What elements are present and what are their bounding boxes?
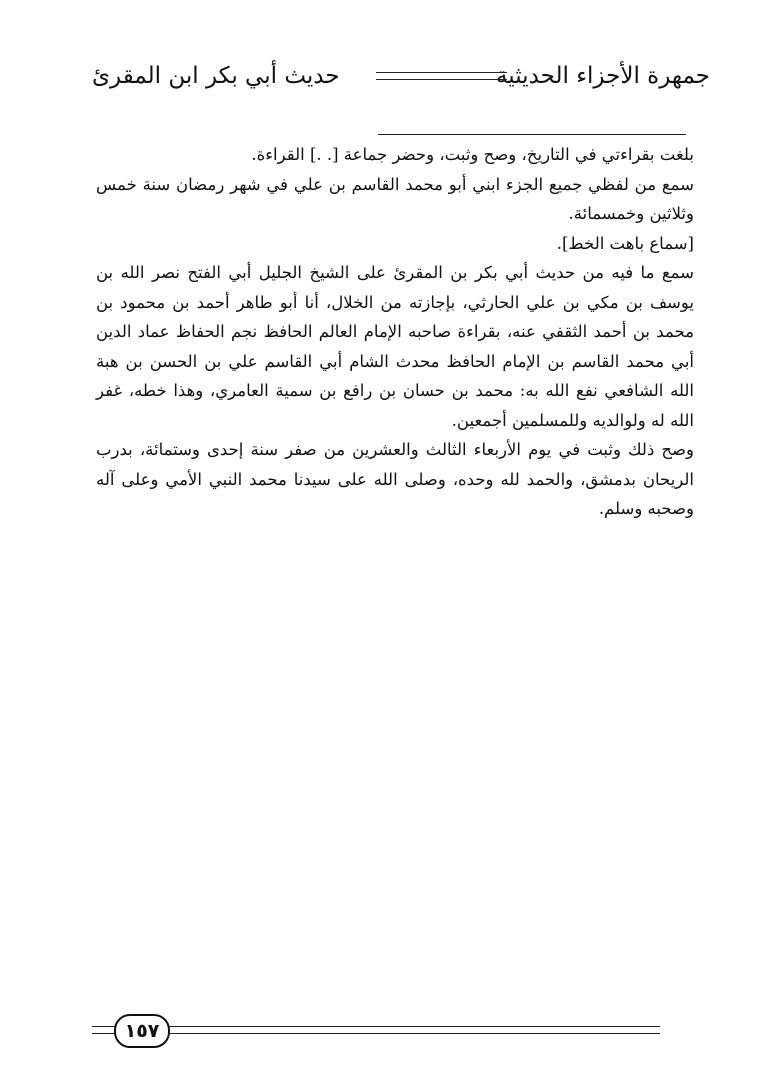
paragraph: سمع من لفظي جميع الجزء ابني أبو محمد القاسم بن علي في شهر رمضان سنة خمس وثلاثين وخمسمائة. — [96, 174, 694, 223]
paragraph: وصح ذلك وثبت في يوم الأربعاء الثالث والعشرين من صفر سنة إحدى وستمائة، بدرب الريحان بدمشق، والحمد لله وحده، وصلى الله على سيدنا محمد النبي الأمي وعلى آله وصحبه وسلم. — [96, 440, 694, 518]
text-top-rule — [378, 134, 686, 135]
part-title: حديث أبي بكر ابن المقرئ — [92, 63, 340, 89]
running-header — [92, 58, 710, 94]
paragraph: سمع ما فيه من حديث أبي بكر بن المقرئ على الشيخ الجليل أبي الفتح نصر الله بن يوسف بن مكي بن علي الحارثي، بإجازته من الخلال، أنا أبو طاهر أحمد بن محمود بن محمد بن أحمد الثقفي عنه، بقراءة صاحبه الإمام العالم الحافظ نجم الحفاظ عماد الدين أبي محمد القاسم بن الإمام الحافظ محدث الشام أبي القاسم علي بن الحسن بن هبة الله الشافعي نفع الله به: محمد بن حسان بن رافع بن سمية العامري، وهذا خطه، غفر الله له ولوالديه وللمسلمين أجمعين. — [96, 263, 694, 430]
paragraph: [سماع باهت الخط]. — [556, 233, 694, 253]
page-number: ١٥٧ — [114, 1014, 170, 1048]
body-text — [96, 140, 694, 524]
paragraph: بلغت بقراءتي في التاريخ، وصح وثبت، وحضر جماعة [. .] القراءة. — [251, 145, 694, 164]
page-footer — [92, 1016, 660, 1052]
footer-divider — [92, 1026, 660, 1034]
book-title: جمهرة الأجزاء الحديثية — [495, 63, 710, 89]
header-divider — [376, 72, 507, 80]
